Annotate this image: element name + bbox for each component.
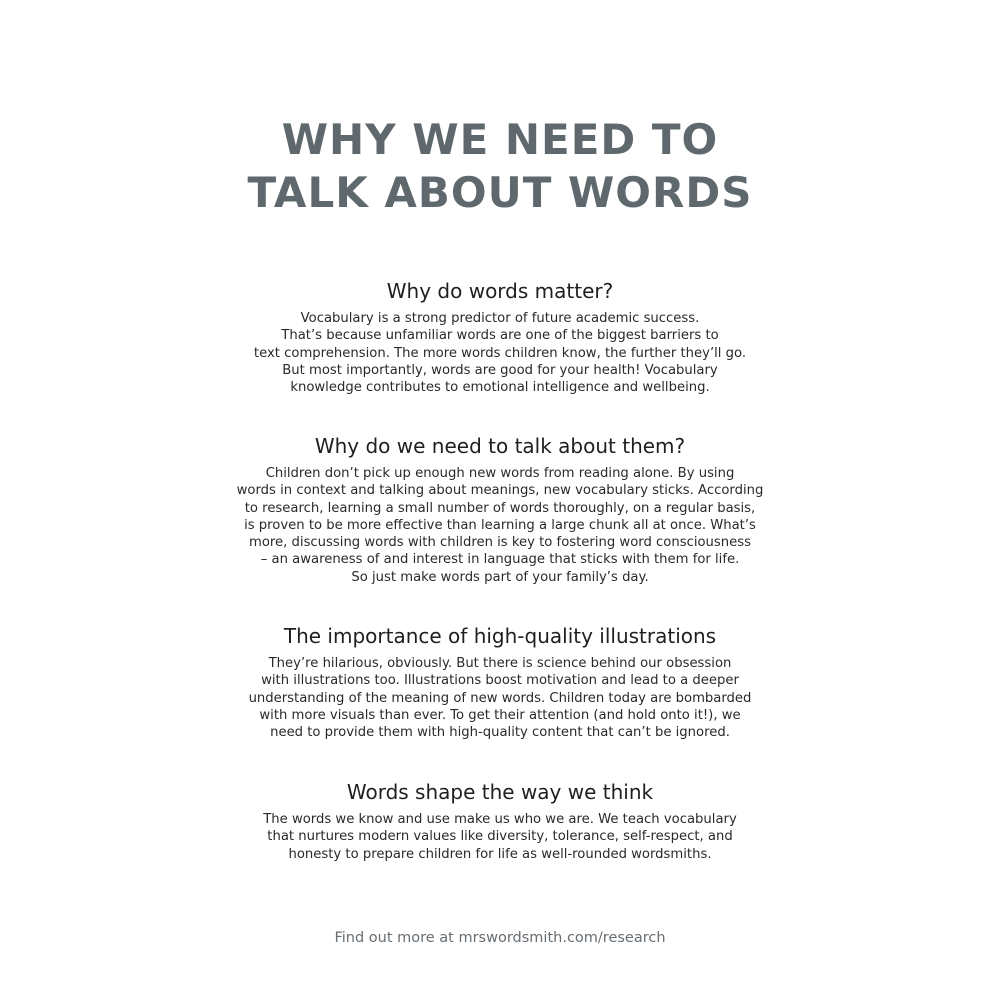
section-body: [0, 465, 1000, 586]
body-line: But most importantly, words are good for your health! Vocabulary: [282, 362, 718, 378]
body-line: that nurtures modern values like diversity, tolerance, self-respect, and: [267, 829, 733, 845]
body-line: So just make words part of your family’s day.: [351, 569, 649, 585]
body-line: need to provide them with high-quality content that can’t be ignored.: [270, 725, 730, 741]
body-line: honesty to prepare children for life as well-rounded wordsmiths.: [288, 846, 712, 862]
body-line: to research, learning a small number of words thoroughly, on a regular basis,: [244, 500, 756, 516]
body-line: with illustrations too. Illustrations boost motivation and lead to a deeper: [261, 673, 739, 689]
section-heading: Why do words matter?: [386, 279, 614, 303]
body-line: with more visuals than ever. To get their attention (and hold onto it!), we: [259, 707, 741, 723]
body-line: more, discussing words with children is key to fostering word consciousness: [248, 535, 752, 551]
section-heading: Words shape the way we think: [346, 780, 654, 804]
body-line: – an awareness of and interest in language that sticks with them for life.: [260, 552, 740, 568]
section-words-shape-thinking: [0, 779, 1000, 863]
body-line: text comprehension. The more words children know, the further they’ll go.: [253, 345, 747, 361]
body-line: Children don’t pick up enough new words from reading alone. By using: [265, 466, 735, 481]
body-line: knowledge contributes to emotional intelligence and wellbeing.: [290, 380, 710, 396]
footer-research-link[interactable]: Find out more at mrswordsmith.com/research: [334, 930, 666, 946]
section-body: [0, 655, 1000, 741]
section-illustrations: [0, 623, 1000, 741]
section-body: [0, 811, 1000, 863]
section-body: [0, 310, 1000, 396]
page-title-line-1: WHY WE NEED TO: [281, 115, 719, 164]
section-heading: Why do we need to talk about them?: [314, 434, 686, 458]
body-line: words in context and talking about meanings, new vocabulary sticks. According: [236, 483, 764, 499]
page-title: [0, 113, 1000, 219]
body-line: is proven to be more effective than learning a large chunk all at once. What’s: [244, 517, 756, 533]
section-why-words-matter: [0, 278, 1000, 396]
body-line: The words we know and use make us who we are. We teach vocabulary: [263, 812, 737, 827]
section-talk-about-them: [0, 433, 1000, 586]
section-heading: The importance of high-quality illustrations: [283, 624, 717, 648]
body-line: Vocabulary is a strong predictor of future academic success.: [300, 311, 700, 326]
page-title-line-2: TALK ABOUT WORDS: [247, 168, 753, 217]
body-line: understanding of the meaning of new words. Children today are bombarded: [248, 690, 752, 706]
body-line: They’re hilarious, obviously. But there is science behind our obsession: [268, 656, 732, 671]
body-line: That’s because unfamiliar words are one of the biggest barriers to: [281, 328, 719, 344]
